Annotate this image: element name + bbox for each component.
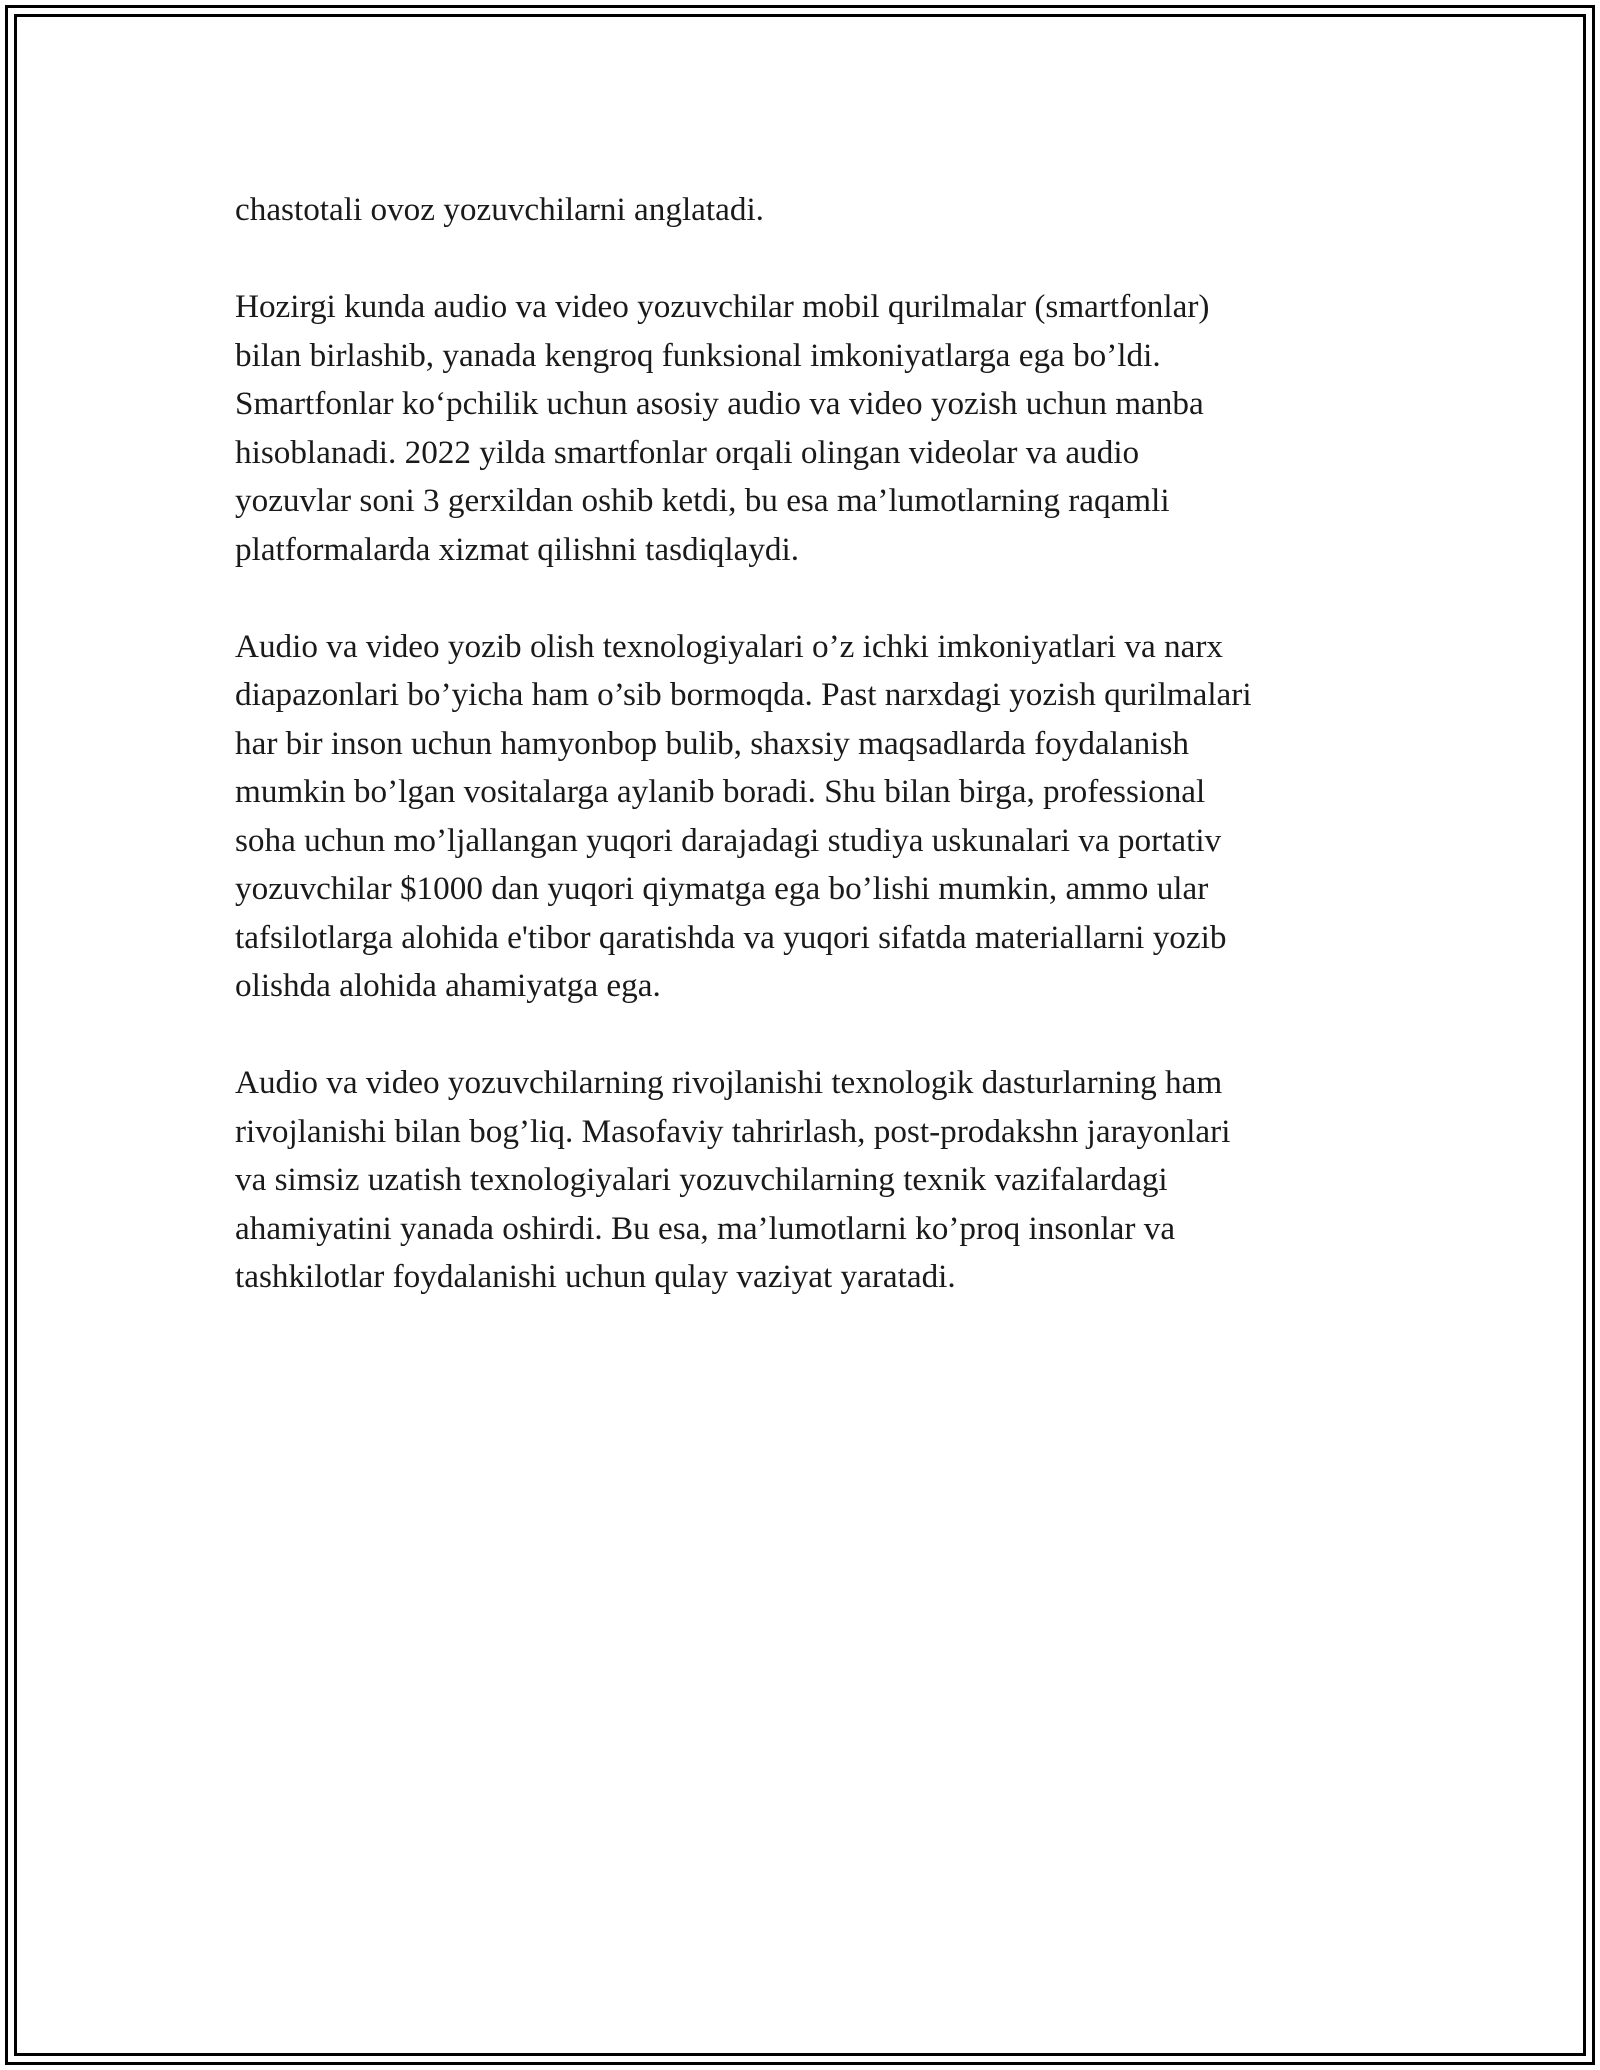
text-line: ahamiyatini yanada oshirdi. Bu esa, ma’lumotlarni ko’proq insonlar va bbox=[235, 1209, 1176, 1247]
text-line: mumkin bo’lgan vositalarga aylanib boradi. Shu bilan birga, professional bbox=[235, 773, 1206, 810]
text-line: chastotali ovoz yozuvchilarni anglatadi. bbox=[235, 191, 764, 228]
text-line: Audio va video yozuvchilarning rivojlanishi texnologik dasturlarning ham bbox=[235, 1064, 1223, 1101]
text-line: diapazonlari bo’yicha ham o’sib bormoqda. Past narxdagi yozish qurilmalari bbox=[235, 676, 1252, 713]
text-line: hisoblanadi. 2022 yilda smartfonlar orqali olingan videolar va audio bbox=[235, 433, 1140, 471]
text-line: platformalarda xizmat qilishni tasdiqlaydi. bbox=[235, 530, 800, 568]
text-line: va simsiz uzatish texnologiyalari yozuvchilarning texnik vazifalardagi bbox=[235, 1161, 1168, 1198]
paragraph-4 bbox=[235, 1059, 1415, 1302]
paragraph-3 bbox=[235, 623, 1415, 1011]
text-line: yozuvchilar $1000 dan yuqori qiymatga ega bo’lishi mumkin, ammo ular bbox=[235, 870, 1209, 907]
text-line: yozuvlar soni 3 gerxildan oshib ketdi, bu esa ma’lumotlarning raqamli bbox=[235, 482, 1170, 519]
text-line: Hozirgi kunda audio va video yozuvchilar mobil qurilmalar (smartfonlar) bbox=[235, 288, 1210, 325]
paragraph-2 bbox=[235, 283, 1415, 574]
text-line: bilan birlashib, yanada kengroq funksional imkoniyatlarga ega bo’ldi. bbox=[235, 336, 1161, 374]
text-line: har bir inson uchun hamyonbop bulib, shaxsiy maqsadlarda foydalanish bbox=[235, 724, 1189, 762]
text-line: Smartfonlar ko‘pchilik uchun asosiy audio va video yozish uchun manba bbox=[235, 385, 1204, 422]
text-line: Audio va video yozib olish texnologiyalari o’z ichki imkoniyatlari va narx bbox=[235, 627, 1224, 665]
document-body bbox=[235, 186, 1415, 1350]
paragraph-1 bbox=[235, 186, 1415, 235]
text-line: tashkilotlar foydalanishi uchun qulay vaziyat yaratadi. bbox=[235, 1258, 956, 1295]
text-line: soha uchun mo’ljallangan yuqori darajadagi studiya uskunalari va portativ bbox=[235, 821, 1222, 859]
text-line: rivojlanishi bilan bog’liq. Masofaviy tahrirlash, post-prodakshn jarayonlari bbox=[235, 1112, 1231, 1150]
text-line: olishda alohida ahamiyatga ega. bbox=[235, 967, 661, 1004]
text-line: tafsilotlarga alohida e'tibor qaratishda va yuqori sifatda materiallarni yozib bbox=[235, 918, 1227, 956]
